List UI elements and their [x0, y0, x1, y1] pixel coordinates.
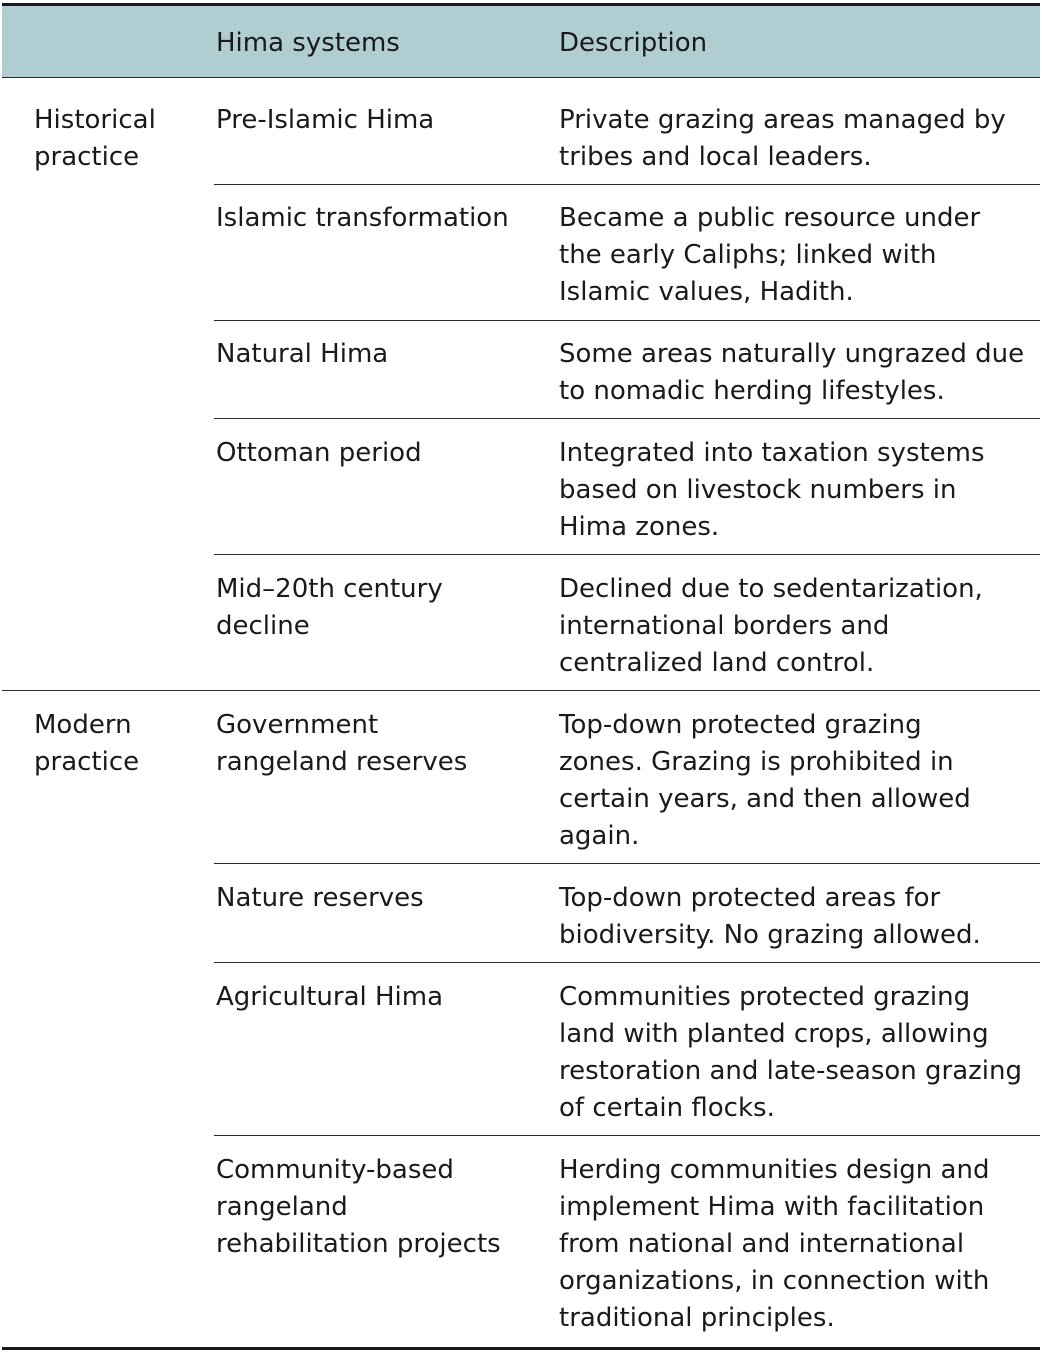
cell-system: Mid–20th century decline: [216, 574, 443, 641]
cell-description: Top-down protected areas for biodiversity. No grazing allowed.: [559, 883, 981, 950]
cell-system: Ottoman period: [216, 438, 422, 468]
cell-system: Community-based rangeland rehabilitation projects: [216, 1155, 501, 1259]
row-separator: [214, 320, 1040, 321]
cell-description: Communities protected grazing land with planted crops, allowing restoration and late-season grazing of certain flocks.: [559, 982, 1023, 1123]
row-separator: [214, 1135, 1040, 1136]
cell-description: Private grazing areas managed by tribes and local leaders.: [559, 105, 1006, 172]
row-separator: [214, 962, 1040, 963]
row-separator: [214, 554, 1040, 555]
cell-system: Agricultural Hima: [216, 982, 444, 1012]
cell-description: Herding communities design and implement Hima with facilitation from national and international organizations, in connection with traditional principles.: [559, 1155, 990, 1333]
cell-description: Declined due to sedentarization, international borders and centralized land control.: [559, 574, 983, 678]
row-separator: [214, 418, 1040, 419]
cell-system: Government rangeland reserves: [216, 710, 468, 777]
header-description: Description: [559, 28, 708, 58]
row-separator: [214, 184, 1040, 185]
cell-description: Top-down protected grazing zones. Grazing is prohibited in certain years, and then allowed again.: [559, 710, 971, 851]
table-header: [2, 6, 1040, 78]
cell-system: Natural Hima: [216, 339, 389, 369]
group-label-historical: Historical practice: [34, 105, 156, 172]
group-separator: [2, 690, 1040, 691]
cell-system: Pre-Islamic Hima: [216, 105, 435, 135]
group-label-modern: Modern practice: [34, 710, 140, 777]
row-separator: [214, 863, 1040, 864]
cell-description: Some areas naturally ungrazed due to nomadic herding lifestyles.: [559, 339, 1025, 406]
cell-description: Integrated into taxation systems based on livestock numbers in Hima zones.: [559, 438, 985, 542]
header-hima-systems: Hima systems: [216, 28, 400, 58]
cell-description: Became a public resource under the early Caliphs; linked with Islamic values, Hadith.: [559, 203, 981, 307]
table-bottom-rule: [2, 1347, 1040, 1350]
cell-system: Nature reserves: [216, 883, 424, 913]
cell-system: Islamic transformation: [216, 203, 509, 233]
